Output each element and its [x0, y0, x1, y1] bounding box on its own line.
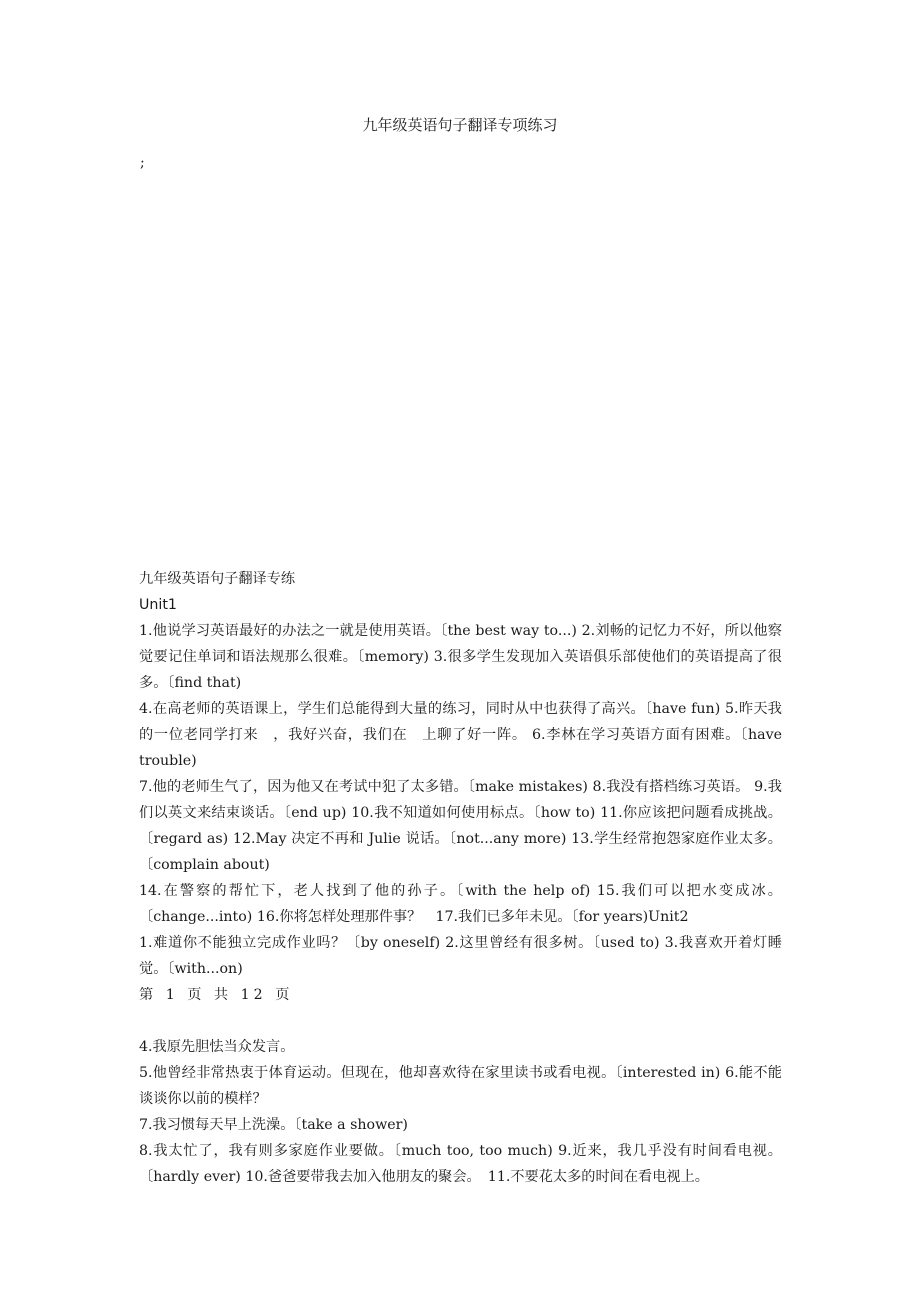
exercise-paragraph: 14.在警察的帮忙下，老人找到了他的孙子。〔with the help of) 15.我们可以把水变成冰。〔change...into) 16.你将怎样处理那件事？ 17.我们已多年未见。〔for years)Unit2	[139, 883, 782, 925]
section-title: 九年级英语句子翻译专练	[139, 571, 296, 587]
exercise-paragraph: 7.我习惯每天早上洗澡。〔take a shower)	[139, 1117, 408, 1133]
document-title: 九年级英语句子翻译专项练习	[362, 116, 558, 134]
exercise-paragraph: 1.难道你不能独立完成作业吗？〔by oneself) 2.这里曾经有很多树。〔used to) 3.我喜欢开着灯睡觉。〔with...on)	[139, 935, 782, 977]
exercise-paragraph: 4.在高老师的英语课上，学生们总能得到大量的练习，同时从中也获得了高兴。〔have fun) 5.昨天我的一位老同学打来 ，我好兴奋，我们在 上聊了好一阵。 6.李林在学习英语方面有困难。〔have trouble)	[139, 701, 782, 769]
page1-body	[139, 566, 782, 982]
exercise-paragraph: 8.我太忙了，我有则多家庭作业要做。〔much too, too much) 9.近来，我几乎没有时间看电视。〔hardly ever) 10.爸爸要带我去加入他朋友的聚会。 11.不要花太多的时间在看电视上。	[139, 1143, 782, 1185]
page2-body	[139, 1034, 782, 1190]
exercise-paragraph: 7.他的老师生气了，因为他又在考试中犯了太多错。〔make mistakes) 8.我没有搭档练习英语。 9.我们以英文来结束谈话。〔end up) 10.我不知道如何使用标点。〔how to) 11.你应该把问题看成挑战。〔regard as) 12.May 决定不再和 Julie 说话。〔not...any more) 13.学生经常抱怨家庭作业太多。〔complain about)	[139, 779, 782, 873]
unit1-label: Unit1	[139, 597, 177, 613]
exercise-paragraph: 5.他曾经非常热衷于体育运动。但现在，他却喜欢待在家里读书或看电视。〔interested in) 6.能不能谈谈你以前的模样？	[139, 1065, 782, 1107]
exercise-paragraph: 4.我原先胆怯当众发言。	[139, 1039, 295, 1055]
exercise-paragraph: 1.他说学习英语最好的办法之一就是使用英语。〔the best way to...) 2.刘畅的记忆力不好，所以他察觉要记住单词和语法规那么很难。〔memory) 3.很多学生发现加入英语俱乐部使他们的英语提高了很多。〔find that)	[139, 623, 782, 691]
stray-semicolon: ;	[140, 155, 145, 171]
page-number-footer: 第 1 页 共 12 页	[139, 987, 294, 1003]
